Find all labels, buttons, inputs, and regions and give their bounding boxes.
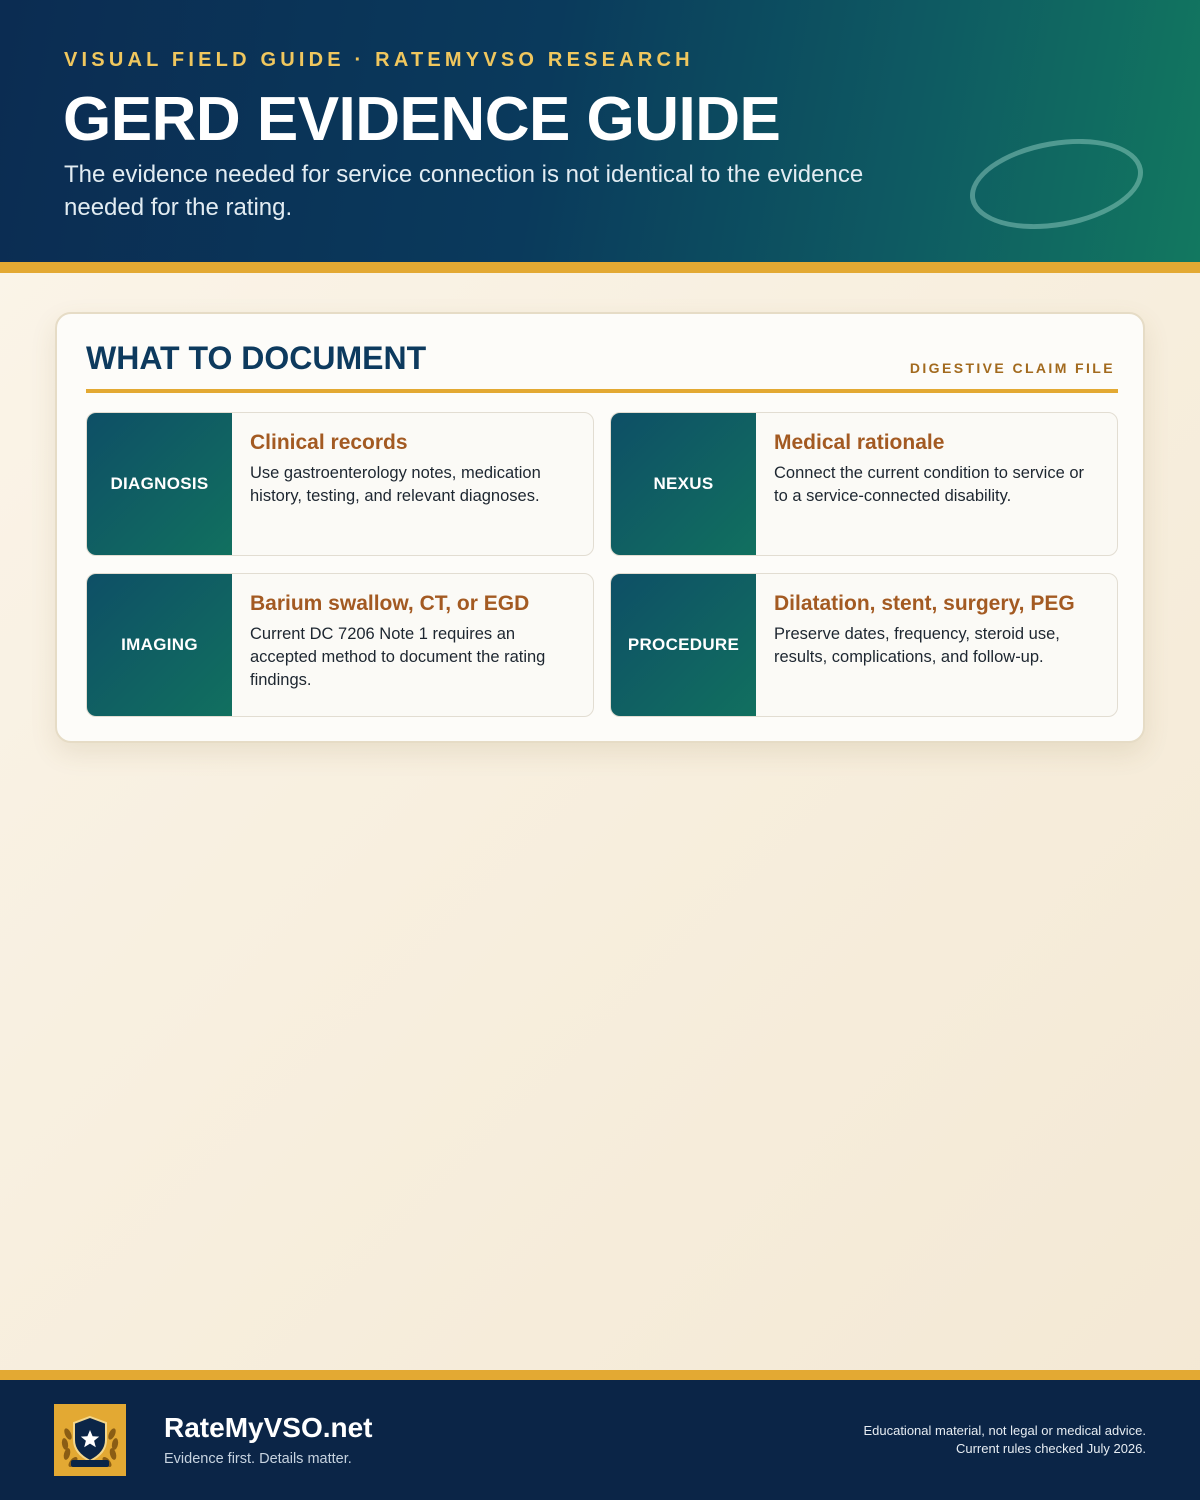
brand-tagline: Evidence first. Details matter. — [164, 1451, 352, 1467]
item-heading: Barium swallow, CT, or EGD — [250, 592, 530, 615]
header-divider — [0, 262, 1200, 273]
disclaimer-line: Educational material, not legal or medical advice. — [863, 1423, 1146, 1438]
item-label: NEXUS — [611, 413, 756, 555]
item-body: Current DC 7206 Note 1 requires an accepted method to document the rating findings. — [250, 625, 546, 689]
footer-divider — [0, 1370, 1200, 1380]
header-eyebrow: VISUAL FIELD GUIDE · RATEMYVSO RESEARCH — [64, 49, 694, 71]
header-banner — [0, 0, 1200, 262]
page-subtitle: The evidence needed for service connection is not identical to the evidence needed for the rating. — [64, 161, 864, 221]
footer — [0, 1380, 1200, 1500]
item-label: PROCEDURE — [611, 574, 756, 716]
item-heading: Dilatation, stent, surgery, PEG — [774, 592, 1075, 615]
item-heading: Medical rationale — [774, 431, 945, 454]
card-tag: DIGESTIVE CLAIM FILE — [909, 360, 1115, 376]
item-label: IMAGING — [87, 574, 232, 716]
brand-name: RateMyVSO.net — [164, 1412, 373, 1443]
item-body: Connect the current condition to service or to a service-connected disability. — [774, 464, 1084, 505]
page-title: GERD EVIDENCE GUIDE — [63, 85, 781, 154]
card-title: WHAT TO DOCUMENT — [86, 340, 427, 376]
item-body: Use gastroenterology notes, medication history, testing, and relevant diagnoses. — [250, 464, 541, 505]
card-divider — [86, 389, 1118, 393]
disclaimer-line: Current rules checked July 2026. — [955, 1441, 1146, 1456]
shield-star-laurel-icon — [54, 1404, 126, 1476]
item-label: DIAGNOSIS — [87, 413, 232, 555]
evidence-item-diagnosis — [86, 412, 594, 556]
item-body: Preserve dates, frequency, steroid use, results, complications, and follow-up. — [774, 625, 1060, 666]
decorative-ring-icon — [963, 126, 1150, 241]
evidence-item-imaging — [86, 573, 594, 717]
evidence-item-procedure — [610, 573, 1118, 717]
evidence-item-nexus — [610, 412, 1118, 556]
disclaimer — [863, 1422, 1146, 1458]
item-heading: Clinical records — [250, 431, 408, 454]
document-checklist-card — [55, 312, 1145, 743]
